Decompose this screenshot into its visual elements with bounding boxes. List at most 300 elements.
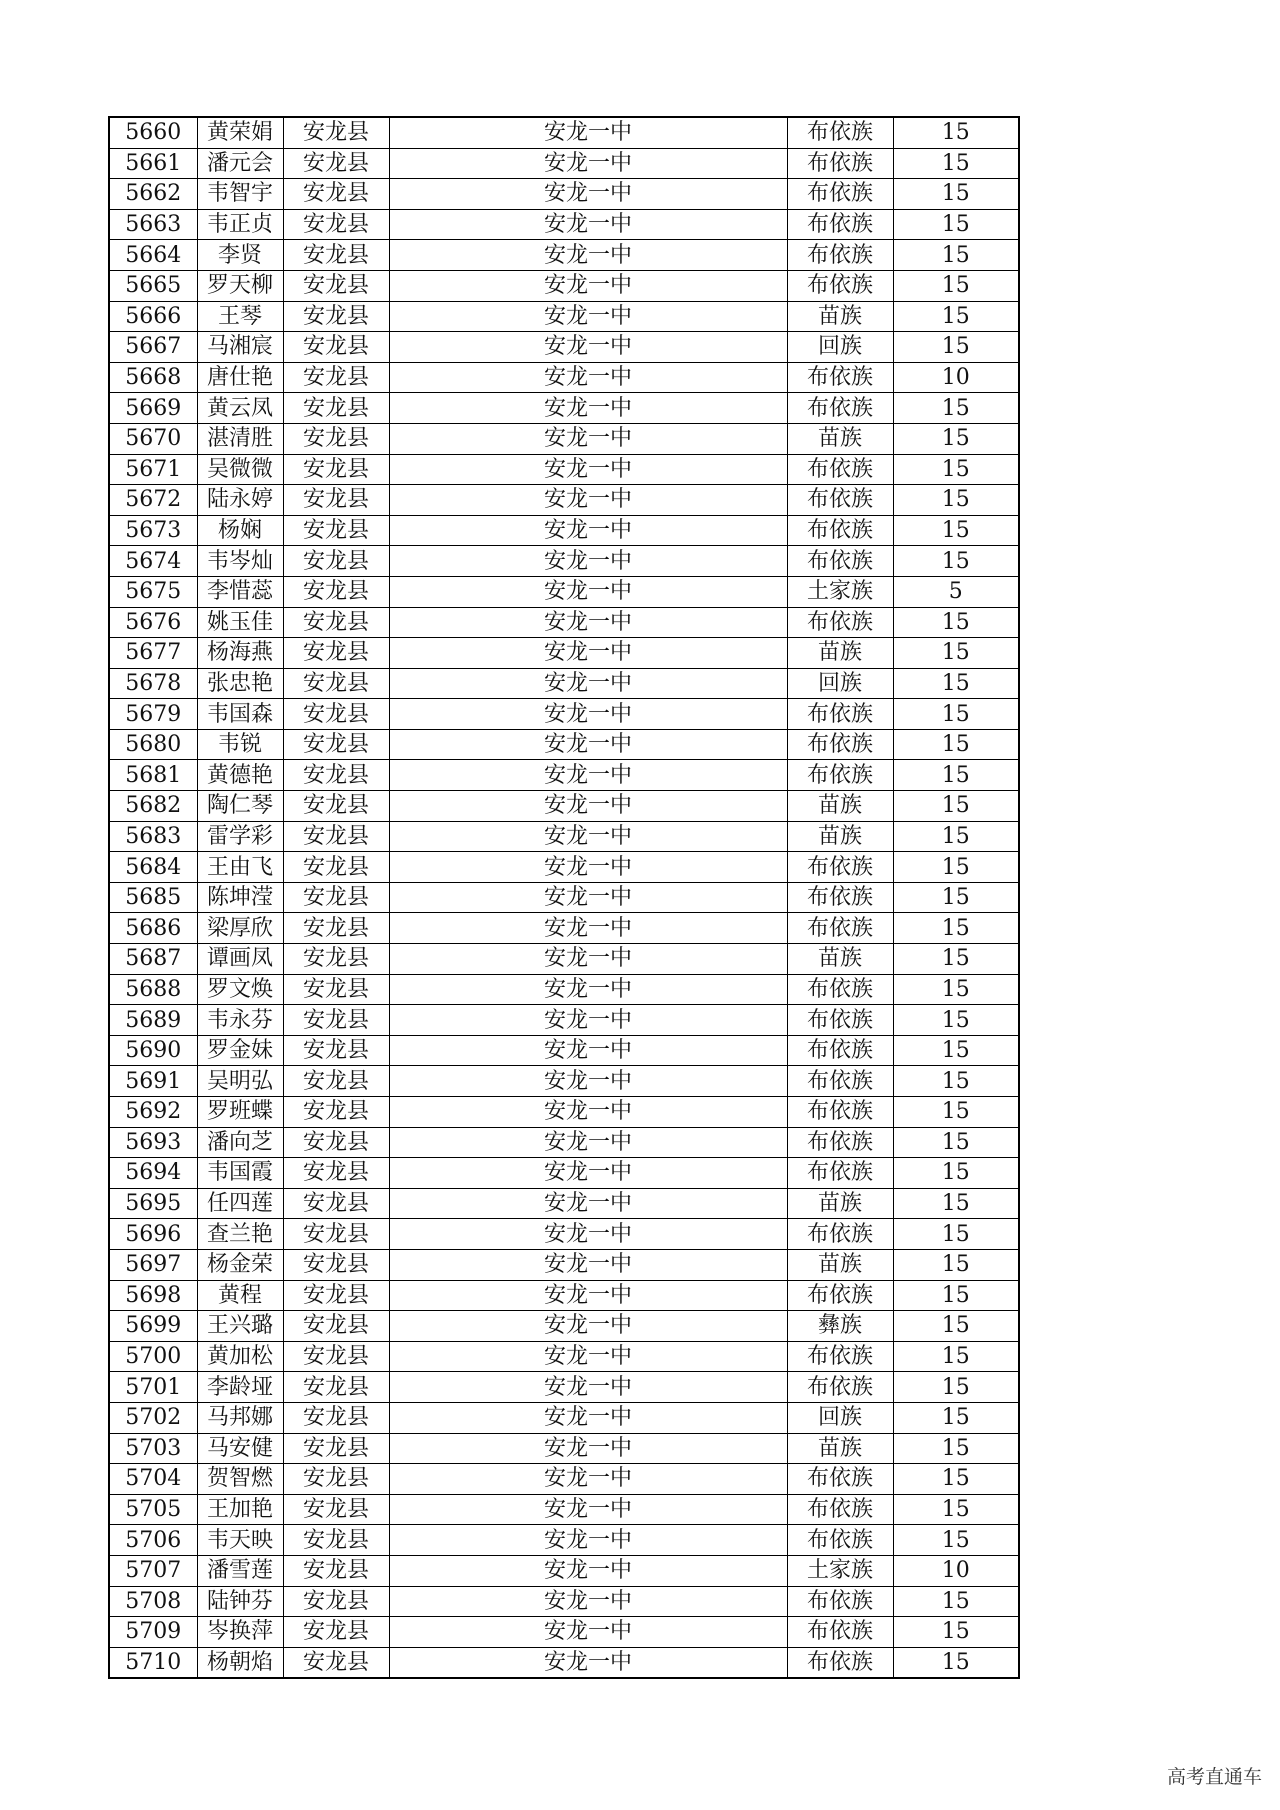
id-cell: 5702 — [109, 1402, 197, 1433]
school-cell: 安龙一中 — [389, 1035, 787, 1066]
watermark-text: 高考直通车 — [1166, 1766, 1262, 1788]
school-cell: 安龙一中 — [389, 485, 787, 516]
school-cell: 安龙一中 — [389, 1402, 787, 1433]
school-cell: 安龙一中 — [389, 1097, 787, 1128]
name-cell: 查兰艳 — [197, 1219, 283, 1250]
school-cell: 安龙一中 — [389, 638, 787, 669]
table-row — [109, 546, 1019, 577]
school-cell: 安龙一中 — [389, 913, 787, 944]
points-cell: 15 — [893, 1066, 1019, 1097]
table-row — [109, 1066, 1019, 1097]
table-row — [109, 1249, 1019, 1280]
id-cell: 5701 — [109, 1372, 197, 1403]
points-cell: 15 — [893, 882, 1019, 913]
points-cell: 15 — [893, 821, 1019, 852]
ethnicity-cell: 布依族 — [787, 1158, 893, 1189]
id-cell: 5703 — [109, 1433, 197, 1464]
county-cell: 安龙县 — [283, 1280, 389, 1311]
county-cell: 安龙县 — [283, 1372, 389, 1403]
county-cell: 安龙县 — [283, 882, 389, 913]
id-cell: 5687 — [109, 944, 197, 975]
name-cell: 杨娴 — [197, 515, 283, 546]
id-cell: 5695 — [109, 1188, 197, 1219]
id-cell: 5673 — [109, 515, 197, 546]
roster-table — [108, 116, 1020, 1679]
school-cell: 安龙一中 — [389, 1127, 787, 1158]
school-cell: 安龙一中 — [389, 1280, 787, 1311]
ethnicity-cell: 布依族 — [787, 240, 893, 271]
points-cell: 15 — [893, 301, 1019, 332]
points-cell: 15 — [893, 1219, 1019, 1250]
table-row — [109, 423, 1019, 454]
county-cell: 安龙县 — [283, 1127, 389, 1158]
ethnicity-cell: 布依族 — [787, 362, 893, 393]
ethnicity-cell: 苗族 — [787, 791, 893, 822]
table-row — [109, 1647, 1019, 1678]
name-cell: 杨金荣 — [197, 1249, 283, 1280]
school-cell: 安龙一中 — [389, 1188, 787, 1219]
id-cell: 5710 — [109, 1647, 197, 1678]
name-cell: 马湘宸 — [197, 332, 283, 363]
ethnicity-cell: 布依族 — [787, 270, 893, 301]
county-cell: 安龙县 — [283, 301, 389, 332]
points-cell: 15 — [893, 117, 1019, 148]
id-cell: 5691 — [109, 1066, 197, 1097]
school-cell: 安龙一中 — [389, 729, 787, 760]
county-cell: 安龙县 — [283, 913, 389, 944]
ethnicity-cell: 布依族 — [787, 974, 893, 1005]
county-cell: 安龙县 — [283, 729, 389, 760]
table-row — [109, 1586, 1019, 1617]
name-cell: 罗天柳 — [197, 270, 283, 301]
id-cell: 5668 — [109, 362, 197, 393]
table-row — [109, 179, 1019, 210]
school-cell: 安龙一中 — [389, 1341, 787, 1372]
id-cell: 5676 — [109, 607, 197, 638]
points-cell: 15 — [893, 852, 1019, 883]
table-row — [109, 1525, 1019, 1556]
id-cell: 5681 — [109, 760, 197, 791]
points-cell: 15 — [893, 546, 1019, 577]
table-row — [109, 1433, 1019, 1464]
table-row — [109, 1494, 1019, 1525]
ethnicity-cell: 布依族 — [787, 1525, 893, 1556]
ethnicity-cell: 布依族 — [787, 1647, 893, 1678]
school-cell: 安龙一中 — [389, 1464, 787, 1495]
table-row — [109, 576, 1019, 607]
id-cell: 5663 — [109, 209, 197, 240]
school-cell: 安龙一中 — [389, 301, 787, 332]
name-cell: 罗班蝶 — [197, 1097, 283, 1128]
county-cell: 安龙县 — [283, 1158, 389, 1189]
id-cell: 5665 — [109, 270, 197, 301]
id-cell: 5677 — [109, 638, 197, 669]
id-cell: 5674 — [109, 546, 197, 577]
name-cell: 陆钟芬 — [197, 1586, 283, 1617]
school-cell: 安龙一中 — [389, 760, 787, 791]
id-cell: 5704 — [109, 1464, 197, 1495]
id-cell: 5688 — [109, 974, 197, 1005]
points-cell: 15 — [893, 791, 1019, 822]
ethnicity-cell: 布依族 — [787, 148, 893, 179]
name-cell: 王兴璐 — [197, 1311, 283, 1342]
id-cell: 5662 — [109, 179, 197, 210]
school-cell: 安龙一中 — [389, 1647, 787, 1678]
table-row — [109, 1158, 1019, 1189]
name-cell: 黄荣娟 — [197, 117, 283, 148]
name-cell: 马安健 — [197, 1433, 283, 1464]
table-row — [109, 913, 1019, 944]
name-cell: 杨朝焰 — [197, 1647, 283, 1678]
id-cell: 5705 — [109, 1494, 197, 1525]
county-cell: 安龙县 — [283, 1035, 389, 1066]
id-cell: 5698 — [109, 1280, 197, 1311]
ethnicity-cell: 布依族 — [787, 699, 893, 730]
ethnicity-cell: 布依族 — [787, 1280, 893, 1311]
county-cell: 安龙县 — [283, 1402, 389, 1433]
table-row — [109, 1464, 1019, 1495]
id-cell: 5675 — [109, 576, 197, 607]
county-cell: 安龙县 — [283, 1464, 389, 1495]
points-cell: 15 — [893, 1035, 1019, 1066]
county-cell: 安龙县 — [283, 1249, 389, 1280]
name-cell: 岑换萍 — [197, 1617, 283, 1648]
school-cell: 安龙一中 — [389, 607, 787, 638]
name-cell: 杨海燕 — [197, 638, 283, 669]
points-cell: 15 — [893, 179, 1019, 210]
ethnicity-cell: 布依族 — [787, 209, 893, 240]
ethnicity-cell: 苗族 — [787, 821, 893, 852]
county-cell: 安龙县 — [283, 1525, 389, 1556]
points-cell: 15 — [893, 148, 1019, 179]
county-cell: 安龙县 — [283, 546, 389, 577]
id-cell: 5700 — [109, 1341, 197, 1372]
school-cell: 安龙一中 — [389, 821, 787, 852]
ethnicity-cell: 布依族 — [787, 393, 893, 424]
county-cell: 安龙县 — [283, 699, 389, 730]
name-cell: 姚玉佳 — [197, 607, 283, 638]
school-cell: 安龙一中 — [389, 1555, 787, 1586]
table-row — [109, 760, 1019, 791]
id-cell: 5699 — [109, 1311, 197, 1342]
county-cell: 安龙县 — [283, 1341, 389, 1372]
county-cell: 安龙县 — [283, 1433, 389, 1464]
id-cell: 5667 — [109, 332, 197, 363]
points-cell: 15 — [893, 1494, 1019, 1525]
points-cell: 15 — [893, 729, 1019, 760]
table-row — [109, 882, 1019, 913]
name-cell: 韦天映 — [197, 1525, 283, 1556]
table-row — [109, 332, 1019, 363]
ethnicity-cell: 布依族 — [787, 1617, 893, 1648]
county-cell: 安龙县 — [283, 576, 389, 607]
table-row — [109, 1188, 1019, 1219]
id-cell: 5690 — [109, 1035, 197, 1066]
name-cell: 黄云凤 — [197, 393, 283, 424]
school-cell: 安龙一中 — [389, 332, 787, 363]
county-cell: 安龙县 — [283, 1555, 389, 1586]
ethnicity-cell: 布依族 — [787, 1005, 893, 1036]
id-cell: 5671 — [109, 454, 197, 485]
points-cell: 15 — [893, 1402, 1019, 1433]
points-cell: 15 — [893, 1158, 1019, 1189]
school-cell: 安龙一中 — [389, 1158, 787, 1189]
ethnicity-cell: 布依族 — [787, 117, 893, 148]
points-cell: 15 — [893, 913, 1019, 944]
ethnicity-cell: 布依族 — [787, 515, 893, 546]
ethnicity-cell: 布依族 — [787, 729, 893, 760]
points-cell: 15 — [893, 454, 1019, 485]
id-cell: 5679 — [109, 699, 197, 730]
points-cell: 15 — [893, 485, 1019, 516]
name-cell: 黄程 — [197, 1280, 283, 1311]
points-cell: 15 — [893, 1188, 1019, 1219]
table-row — [109, 393, 1019, 424]
table-row — [109, 699, 1019, 730]
name-cell: 张忠艳 — [197, 668, 283, 699]
points-cell: 15 — [893, 209, 1019, 240]
county-cell: 安龙县 — [283, 791, 389, 822]
points-cell: 15 — [893, 1433, 1019, 1464]
points-cell: 15 — [893, 944, 1019, 975]
id-cell: 5660 — [109, 117, 197, 148]
table-row — [109, 638, 1019, 669]
ethnicity-cell: 土家族 — [787, 1555, 893, 1586]
name-cell: 黄加松 — [197, 1341, 283, 1372]
table-row — [109, 1005, 1019, 1036]
county-cell: 安龙县 — [283, 1219, 389, 1250]
name-cell: 陶仁琴 — [197, 791, 283, 822]
points-cell: 15 — [893, 1341, 1019, 1372]
name-cell: 韦锐 — [197, 729, 283, 760]
county-cell: 安龙县 — [283, 117, 389, 148]
table-row — [109, 117, 1019, 148]
table-row — [109, 1097, 1019, 1128]
id-cell: 5709 — [109, 1617, 197, 1648]
id-cell: 5686 — [109, 913, 197, 944]
points-cell: 15 — [893, 515, 1019, 546]
ethnicity-cell: 苗族 — [787, 423, 893, 454]
points-cell: 15 — [893, 668, 1019, 699]
points-cell: 15 — [893, 1586, 1019, 1617]
id-cell: 5693 — [109, 1127, 197, 1158]
ethnicity-cell: 布依族 — [787, 1586, 893, 1617]
ethnicity-cell: 布依族 — [787, 1127, 893, 1158]
name-cell: 韦智宇 — [197, 179, 283, 210]
ethnicity-cell: 布依族 — [787, 1097, 893, 1128]
county-cell: 安龙县 — [283, 1586, 389, 1617]
school-cell: 安龙一中 — [389, 699, 787, 730]
name-cell: 韦正贞 — [197, 209, 283, 240]
school-cell: 安龙一中 — [389, 791, 787, 822]
name-cell: 马邦娜 — [197, 1402, 283, 1433]
table-row — [109, 668, 1019, 699]
name-cell: 唐仕艳 — [197, 362, 283, 393]
school-cell: 安龙一中 — [389, 362, 787, 393]
name-cell: 李惜蕊 — [197, 576, 283, 607]
table-row — [109, 1341, 1019, 1372]
ethnicity-cell: 布依族 — [787, 1494, 893, 1525]
id-cell: 5680 — [109, 729, 197, 760]
table-row — [109, 240, 1019, 271]
points-cell: 15 — [893, 760, 1019, 791]
table-row — [109, 1372, 1019, 1403]
county-cell: 安龙县 — [283, 1188, 389, 1219]
school-cell: 安龙一中 — [389, 576, 787, 607]
table-row — [109, 729, 1019, 760]
name-cell: 潘雪莲 — [197, 1555, 283, 1586]
ethnicity-cell: 布依族 — [787, 1341, 893, 1372]
name-cell: 韦永芬 — [197, 1005, 283, 1036]
points-cell: 15 — [893, 1005, 1019, 1036]
table-row — [109, 1402, 1019, 1433]
table-row — [109, 1127, 1019, 1158]
county-cell: 安龙县 — [283, 332, 389, 363]
table-row — [109, 209, 1019, 240]
id-cell: 5707 — [109, 1555, 197, 1586]
id-cell: 5706 — [109, 1525, 197, 1556]
ethnicity-cell: 布依族 — [787, 179, 893, 210]
table-row — [109, 362, 1019, 393]
ethnicity-cell: 回族 — [787, 668, 893, 699]
table-row — [109, 515, 1019, 546]
points-cell: 15 — [893, 332, 1019, 363]
table-row — [109, 1280, 1019, 1311]
ethnicity-cell: 布依族 — [787, 485, 893, 516]
county-cell: 安龙县 — [283, 270, 389, 301]
points-cell: 15 — [893, 1249, 1019, 1280]
school-cell: 安龙一中 — [389, 209, 787, 240]
table-row — [109, 148, 1019, 179]
county-cell: 安龙县 — [283, 515, 389, 546]
ethnicity-cell: 苗族 — [787, 1433, 893, 1464]
table-row — [109, 1311, 1019, 1342]
ethnicity-cell: 布依族 — [787, 1066, 893, 1097]
id-cell: 5678 — [109, 668, 197, 699]
points-cell: 15 — [893, 1127, 1019, 1158]
name-cell: 李贤 — [197, 240, 283, 271]
county-cell: 安龙县 — [283, 1494, 389, 1525]
name-cell: 罗文焕 — [197, 974, 283, 1005]
points-cell: 15 — [893, 607, 1019, 638]
points-cell: 15 — [893, 1372, 1019, 1403]
county-cell: 安龙县 — [283, 179, 389, 210]
name-cell: 雷学彩 — [197, 821, 283, 852]
ethnicity-cell: 布依族 — [787, 1035, 893, 1066]
id-cell: 5708 — [109, 1586, 197, 1617]
county-cell: 安龙县 — [283, 638, 389, 669]
table-row — [109, 1617, 1019, 1648]
county-cell: 安龙县 — [283, 852, 389, 883]
points-cell: 15 — [893, 1097, 1019, 1128]
ethnicity-cell: 布依族 — [787, 913, 893, 944]
id-cell: 5684 — [109, 852, 197, 883]
county-cell: 安龙县 — [283, 1311, 389, 1342]
table-row — [109, 301, 1019, 332]
points-cell: 15 — [893, 270, 1019, 301]
id-cell: 5683 — [109, 821, 197, 852]
school-cell: 安龙一中 — [389, 1005, 787, 1036]
school-cell: 安龙一中 — [389, 148, 787, 179]
county-cell: 安龙县 — [283, 944, 389, 975]
table-row — [109, 852, 1019, 883]
county-cell: 安龙县 — [283, 1005, 389, 1036]
table-row — [109, 1035, 1019, 1066]
school-cell: 安龙一中 — [389, 668, 787, 699]
school-cell: 安龙一中 — [389, 117, 787, 148]
school-cell: 安龙一中 — [389, 974, 787, 1005]
id-cell: 5696 — [109, 1219, 197, 1250]
name-cell: 吴微微 — [197, 454, 283, 485]
school-cell: 安龙一中 — [389, 270, 787, 301]
name-cell: 王加艳 — [197, 1494, 283, 1525]
table-row — [109, 821, 1019, 852]
name-cell: 陆永婷 — [197, 485, 283, 516]
id-cell: 5669 — [109, 393, 197, 424]
id-cell: 5672 — [109, 485, 197, 516]
table-row — [109, 270, 1019, 301]
points-cell: 15 — [893, 699, 1019, 730]
school-cell: 安龙一中 — [389, 1249, 787, 1280]
name-cell: 谭画凤 — [197, 944, 283, 975]
county-cell: 安龙县 — [283, 423, 389, 454]
school-cell: 安龙一中 — [389, 393, 787, 424]
school-cell: 安龙一中 — [389, 1586, 787, 1617]
county-cell: 安龙县 — [283, 485, 389, 516]
ethnicity-cell: 布依族 — [787, 454, 893, 485]
county-cell: 安龙县 — [283, 209, 389, 240]
school-cell: 安龙一中 — [389, 944, 787, 975]
id-cell: 5682 — [109, 791, 197, 822]
school-cell: 安龙一中 — [389, 546, 787, 577]
county-cell: 安龙县 — [283, 454, 389, 485]
id-cell: 5694 — [109, 1158, 197, 1189]
name-cell: 潘元会 — [197, 148, 283, 179]
id-cell: 5689 — [109, 1005, 197, 1036]
table-row — [109, 485, 1019, 516]
points-cell: 10 — [893, 1555, 1019, 1586]
name-cell: 韦岑灿 — [197, 546, 283, 577]
ethnicity-cell: 土家族 — [787, 576, 893, 607]
points-cell: 15 — [893, 393, 1019, 424]
ethnicity-cell: 布依族 — [787, 607, 893, 638]
ethnicity-cell: 布依族 — [787, 1464, 893, 1495]
name-cell: 贺智燃 — [197, 1464, 283, 1495]
table-row — [109, 944, 1019, 975]
name-cell: 黄德艳 — [197, 760, 283, 791]
county-cell: 安龙县 — [283, 148, 389, 179]
ethnicity-cell: 苗族 — [787, 1249, 893, 1280]
county-cell: 安龙县 — [283, 362, 389, 393]
school-cell: 安龙一中 — [389, 454, 787, 485]
county-cell: 安龙县 — [283, 1647, 389, 1678]
county-cell: 安龙县 — [283, 821, 389, 852]
ethnicity-cell: 布依族 — [787, 1219, 893, 1250]
ethnicity-cell: 布依族 — [787, 546, 893, 577]
school-cell: 安龙一中 — [389, 423, 787, 454]
name-cell: 王琴 — [197, 301, 283, 332]
id-cell: 5670 — [109, 423, 197, 454]
name-cell: 陈坤滢 — [197, 882, 283, 913]
school-cell: 安龙一中 — [389, 240, 787, 271]
ethnicity-cell: 布依族 — [787, 1372, 893, 1403]
table-row — [109, 791, 1019, 822]
ethnicity-cell: 回族 — [787, 332, 893, 363]
ethnicity-cell: 布依族 — [787, 760, 893, 791]
points-cell: 15 — [893, 1647, 1019, 1678]
points-cell: 15 — [893, 423, 1019, 454]
school-cell: 安龙一中 — [389, 179, 787, 210]
